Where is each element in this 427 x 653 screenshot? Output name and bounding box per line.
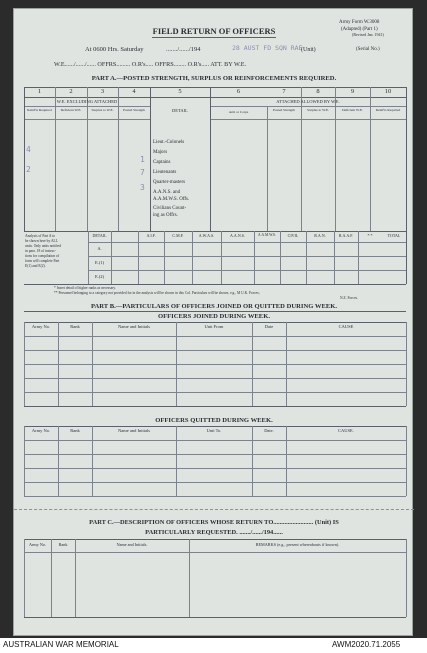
- subcol-posted: Posted Strength: [122, 108, 146, 112]
- archive-footer: [0, 638, 427, 653]
- analysis-text-7: E(1) and E(2).: [25, 264, 46, 268]
- rank-majors: Majors: [153, 150, 168, 155]
- partc-col-name: Name and Initials.: [116, 542, 148, 547]
- quitted-title: OFFICERS QUITTED DURING WEEK.: [155, 417, 273, 424]
- analysis-text-4: in para. 18 of instruc-: [25, 249, 57, 253]
- joined-col-date: Date: [264, 324, 274, 329]
- hand-mark-2: 2: [26, 165, 31, 174]
- an-head-raaf: R.A.A.F.: [338, 233, 354, 238]
- col-num-7: 7: [282, 88, 286, 95]
- an-head-ran: R.A.N.: [314, 233, 326, 238]
- col-num-2: 2: [69, 88, 73, 95]
- col-num-8: 8: [316, 88, 320, 95]
- handwritten-unit: 28 AUST FD SQN RAE: [232, 44, 303, 52]
- an-head-aans: A.A.N.S.: [230, 233, 245, 238]
- rank-qm: Quarter-masters: [153, 180, 186, 185]
- joined-col-name: Name and Initials: [118, 324, 150, 329]
- analysis-text-6: form will complete Part: [25, 259, 60, 263]
- rank-captains: Captains: [153, 160, 171, 165]
- col-num-9: 9: [350, 88, 355, 95]
- quitted-col-cause: CAUSE.: [338, 428, 354, 433]
- joined-title: OFFICERS JOINED DURING WEEK.: [158, 313, 270, 320]
- quitted-col-name: Name and Initials: [118, 428, 150, 433]
- part-c-heading-2: PARTICULARLY REQUESTED. ......./....../194......: [145, 529, 283, 536]
- date-field: ......./....../194: [166, 46, 201, 53]
- quitted-col-rank: Rank: [70, 428, 80, 433]
- col-num-6: 6: [236, 88, 241, 95]
- analysis-text-3: units. Only units notified: [25, 244, 61, 248]
- detail-label: DETAIL: [172, 108, 188, 113]
- joined-col-army-no: Army No.: [31, 324, 51, 329]
- form-sheet: [13, 8, 413, 636]
- rank-lieutenants: Lieutenants: [153, 170, 177, 175]
- partc-col-remarks: REMARKS (e.g., present whereabouts if known).: [255, 542, 340, 547]
- col-num-10: 10: [384, 88, 392, 95]
- col-num-1: 1: [37, 88, 42, 95]
- rank-lt-col: Lieut.-Colonels: [153, 140, 185, 145]
- subcol-deficient-r: Deficient W.E.: [342, 108, 363, 112]
- part-c-heading-1: PART C.—DESCRIPTION OF OFFICERS WHOSE RETURN TO......................... (Unit) IS: [89, 519, 339, 526]
- part-a-heading: PART A.—POSTED STRENGTH, SURPLUS OR REINFORCEMENTS REQUIRED.: [91, 75, 337, 82]
- analysis-text-2: be shown here by ALL: [25, 239, 58, 243]
- we-excluding-label: W.E. EXCLUDING ATTACHED: [56, 99, 118, 104]
- col-num-4: 4: [132, 88, 136, 95]
- col-num-3: 3: [100, 88, 105, 95]
- an-head-detail: DETAIL: [92, 233, 107, 238]
- hand-mark-4: 7: [140, 168, 145, 177]
- joined-col-cause: CAUSE: [338, 324, 354, 329]
- footnote-1: * Insert detail of higher ranks as necessary.: [54, 286, 116, 290]
- form-title: FIELD RETURN OF OFFICERS: [152, 26, 276, 36]
- joined-col-rank: Rank: [70, 324, 80, 329]
- hand-mark-3: 1: [140, 155, 145, 164]
- an-head-total: TOTAL: [387, 233, 401, 238]
- hand-mark-1: 4: [26, 145, 31, 154]
- an-head-awas: A.W.A.S.: [198, 233, 215, 238]
- rank-civilians: Civilians Count-: [153, 206, 187, 211]
- serial-label: (Serial No.): [356, 47, 380, 52]
- we-line: W.E....../....../...... OFFRS......... O.R's..... OFFRS........ O.R's..... ATT. BY W.E.: [54, 61, 247, 68]
- rank-aamws: A.A.M.W.S. Offs.: [153, 197, 190, 202]
- rank-civilians-2: ing as Offrs.: [153, 213, 178, 218]
- rank-aans: A.A.N.S. and: [153, 190, 181, 195]
- subcol-arm-corps: Arm or Corps: [228, 110, 249, 114]
- form-ref-2: (Adapted) (Part 1): [341, 27, 378, 32]
- time-label: At 0600 Hrs. Saturday: [85, 46, 144, 53]
- subcol-posted-r: Posted Strength: [272, 108, 296, 112]
- analysis-text-1: Analysis of Part A to: [25, 234, 55, 238]
- col-num-5: 5: [178, 88, 182, 95]
- footer-accession: AWM2020.71.2055: [332, 640, 401, 649]
- an-head-other: * *: [367, 233, 373, 238]
- footer-institution: AUSTRALIAN WAR MEMORIAL: [3, 640, 119, 649]
- an-head-civil: CIVIL: [287, 233, 299, 238]
- quitted-col-unit: Unit To.: [206, 428, 222, 433]
- partc-col-rank: Rank: [58, 542, 68, 547]
- hand-mark-5: 3: [140, 183, 145, 192]
- an-head-cmf: C.M.F.: [172, 233, 184, 238]
- footnote-2: ** Personnel belonging to a category not provided for in the analysis will be shown in this Col. Particulars will be shown, e.g., M U.K. Forces;: [54, 291, 260, 295]
- subcol-reinf-r: Reinf'ts Required: [375, 108, 401, 112]
- subcol-reinf: Reinf'ts Required: [27, 108, 52, 112]
- unit-label: (Unit): [301, 47, 316, 53]
- attached-allowed-label: ATTACHED ALLOWED BY W.E.: [276, 99, 340, 104]
- part-b-heading: PART B.—PARTICULARS OF OFFICERS JOINED OR QUITTED DURING WEEK.: [90, 303, 338, 310]
- subcol-deficient: Deficient W.E.: [60, 108, 82, 112]
- quitted-col-army-no: Army No.: [31, 428, 51, 433]
- an-head-aamws: A.A.M.W.S.: [258, 233, 276, 237]
- quitted-col-date: Date.: [264, 428, 274, 433]
- footnote-3: N.Z. Forces.: [340, 296, 358, 300]
- form-ref-3: (Revised Jan. 1941): [352, 32, 384, 37]
- title-underline: [152, 37, 276, 38]
- an-head-aif: A.I.F.: [146, 233, 156, 238]
- joined-col-unit: Unit From: [204, 324, 224, 329]
- partc-col-army-no: Army No.: [29, 542, 46, 547]
- analysis-text-5: tions for compilation of: [25, 254, 60, 258]
- subcol-surplus-r: Surplus to W.E.: [307, 108, 329, 112]
- an-row-a: A.: [97, 246, 102, 251]
- an-row-e2: E.(2): [94, 274, 105, 279]
- perforation-line: [14, 509, 414, 510]
- form-ref-1: Army Form W.3008: [339, 20, 380, 25]
- subcol-surplus: Surplus to W.E.: [91, 108, 114, 112]
- an-row-e1: E.(1): [94, 260, 105, 265]
